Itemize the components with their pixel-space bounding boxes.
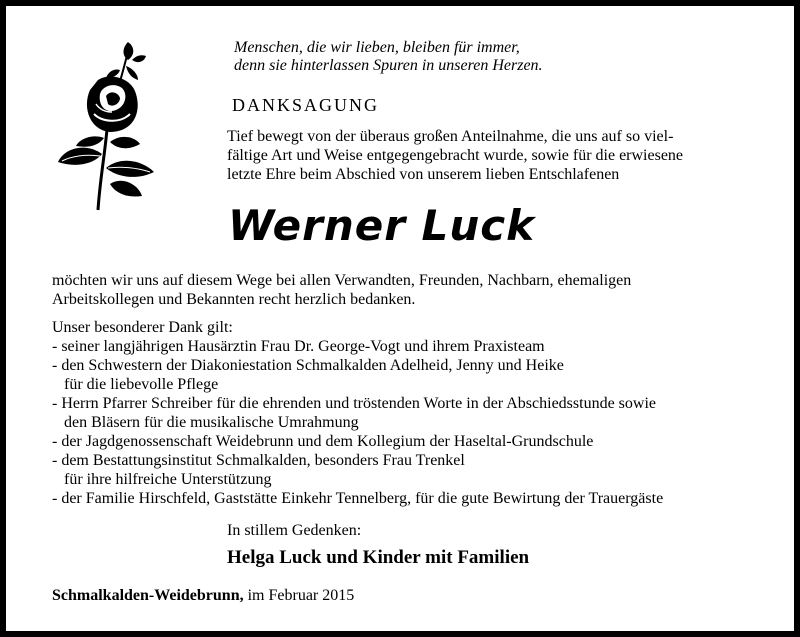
list-item: - dem Bestattungsinstitut Schmalkalden, besonders Frau Trenkel	[52, 452, 465, 469]
special-thanks-intro: Unser besonderer Dank gilt:	[52, 319, 233, 336]
thanks-line: möchten wir uns auf diesem Wege bei allen Verwandten, Freunden, Nachbarn, ehemaligen	[52, 272, 632, 289]
special-thanks	[52, 318, 663, 508]
thanks-text	[52, 271, 760, 309]
quote-line: Menschen, die wir lieben, bleiben für immer,	[234, 39, 520, 56]
list-item: - der Jagdgenossenschaft Weidebrunn und dem Kollegium der Haseltal-Grundschule	[52, 433, 594, 450]
list-item-continuation: den Bläsern für die musikalische Umrahmung	[64, 414, 359, 431]
signers: Helga Luck und Kinder mit Familien	[227, 547, 530, 568]
list-item: - der Familie Hirschfeld, Gaststätte Einkehr Tennelberg, für die gute Bewirtung der Trauergäste	[52, 490, 664, 507]
list-item: - Herrn Pfarrer Schreiber für die ehrenden und tröstenden Worte in der Abschiedsstunde sowie	[52, 395, 656, 412]
intro-line: fältige Art und Weise entgegengebracht wurde, sowie für die erwiesene	[227, 147, 684, 164]
rose-icon	[50, 38, 170, 214]
intro-text	[227, 127, 761, 184]
list-item: - seiner langjährigen Hausärztin Frau Dr. George-Vogt und ihrem Praxisteam	[52, 338, 545, 355]
heading: DANKSAGUNG	[232, 95, 380, 115]
intro-line: letzte Ehre beim Abschied von unserem lieben Entschlafenen	[227, 166, 620, 183]
list-item-continuation: für die liebevolle Pflege	[64, 376, 219, 393]
intro-line: Tief bewegt von der überaus großen Anteilnahme, die uns auf so viel-	[227, 128, 674, 145]
place-date	[52, 587, 354, 605]
quote-line: denn sie hinterlassen Spuren in unseren Herzen.	[234, 57, 543, 74]
thanks-line: Arbeitskollegen und Bekannten recht herzlich bedanken.	[52, 291, 416, 308]
place-date-text: im Februar 2015	[247, 587, 355, 604]
memorial-line: In stillem Gedenken:	[227, 522, 362, 539]
place-town: Schmalkalden-Weidebrunn,	[52, 587, 244, 604]
list-item-continuation: für ihre hilfreiche Unterstützung	[64, 471, 272, 488]
list-item: - den Schwestern der Diakoniestation Schmalkalden Adelheid, Jenny und Heike	[52, 357, 564, 374]
deceased-name: Werner Luck	[228, 201, 536, 250]
memorial-quote	[234, 39, 754, 75]
